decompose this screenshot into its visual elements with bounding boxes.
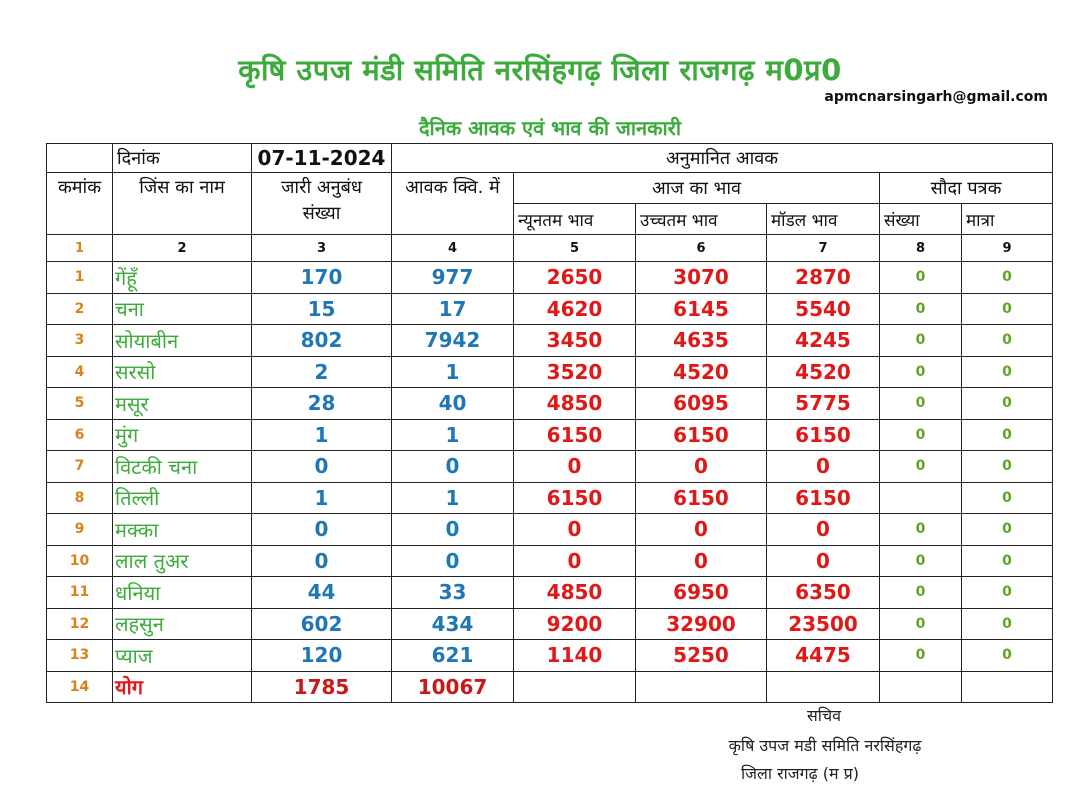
- commodity-name: विटकी चना: [113, 451, 252, 483]
- min-rate-value: 1140: [514, 640, 636, 672]
- total-row: [47, 671, 1053, 703]
- column-number: 9: [962, 235, 1053, 262]
- serial-cell: 10: [47, 545, 113, 577]
- empty-cell: [880, 671, 962, 703]
- total-arrival: 10067: [392, 671, 514, 703]
- arrival-value: 17: [392, 293, 514, 325]
- deal-count-value: 0: [880, 262, 962, 294]
- contracts-value: 0: [252, 514, 392, 546]
- empty-cell: [47, 144, 113, 173]
- arrival-header: आवक क्वि. में: [392, 173, 514, 235]
- arrival-value: 977: [392, 262, 514, 294]
- max-rate-value: 6145: [636, 293, 767, 325]
- modal-rate-value: 0: [767, 514, 880, 546]
- commodity-name: सोयाबीन: [113, 325, 252, 357]
- serial-cell: 2: [47, 293, 113, 325]
- deal-quantity-value: 0: [962, 640, 1053, 672]
- max-rate-value: 4520: [636, 356, 767, 388]
- serial-cell: 4: [47, 356, 113, 388]
- contracts-value: 802: [252, 325, 392, 357]
- contracts-value: 2: [252, 356, 392, 388]
- empty-cell: [962, 671, 1053, 703]
- column-number: 5: [514, 235, 636, 262]
- serial-cell: 3: [47, 325, 113, 357]
- total-label: योग: [113, 671, 252, 703]
- modal-rate-header: मॉडल भाव: [767, 204, 880, 235]
- count-header: संख्या: [880, 204, 962, 235]
- contracts-value: 28: [252, 388, 392, 420]
- contracts-value: 602: [252, 608, 392, 640]
- modal-rate-value: 4475: [767, 640, 880, 672]
- contracts-value: 44: [252, 577, 392, 609]
- column-number-row: [47, 235, 1053, 262]
- serial-cell: 5: [47, 388, 113, 420]
- min-rate-value: 6150: [514, 482, 636, 514]
- serial-cell: 8: [47, 482, 113, 514]
- contracts-value: 15: [252, 293, 392, 325]
- min-rate-header: न्यूनतम भाव: [514, 204, 636, 235]
- min-rate-value: 0: [514, 451, 636, 483]
- deal-quantity-value: 0: [962, 451, 1053, 483]
- deal-slip-header: सौदा पत्रक: [880, 173, 1053, 204]
- contracts-value: 170: [252, 262, 392, 294]
- max-rate-value: 3070: [636, 262, 767, 294]
- max-rate-value: 6150: [636, 482, 767, 514]
- deal-count-value: 0: [880, 545, 962, 577]
- empty-cell: [514, 671, 636, 703]
- column-number: 2: [113, 235, 252, 262]
- serial-cell: 7: [47, 451, 113, 483]
- commodity-header: जिंस का नाम: [113, 173, 252, 235]
- arrival-value: 7942: [392, 325, 514, 357]
- contracts-value: 1: [252, 419, 392, 451]
- deal-count-value: [880, 482, 962, 514]
- modal-rate-value: 5540: [767, 293, 880, 325]
- serial-cell: 13: [47, 640, 113, 672]
- table-row: [47, 514, 1053, 546]
- min-rate-value: 0: [514, 514, 636, 546]
- rates-table: [46, 143, 1053, 703]
- arrival-value: 0: [392, 451, 514, 483]
- min-rate-value: 9200: [514, 608, 636, 640]
- deal-count-value: 0: [880, 293, 962, 325]
- page-title: कृषि उपज मंडी समिति नरसिंहगढ़ जिला राजगढ़ म0प्र0: [238, 53, 842, 87]
- commodity-name: लहसुन: [113, 608, 252, 640]
- modal-rate-value: 0: [767, 545, 880, 577]
- deal-quantity-value: 0: [962, 388, 1053, 420]
- modal-rate-value: 2870: [767, 262, 880, 294]
- min-rate-value: 6150: [514, 419, 636, 451]
- deal-count-value: 0: [880, 419, 962, 451]
- min-rate-value: 4620: [514, 293, 636, 325]
- min-rate-value: 4850: [514, 388, 636, 420]
- arrival-value: 40: [392, 388, 514, 420]
- column-number: 3: [252, 235, 392, 262]
- table-row: [47, 451, 1053, 483]
- column-number: 8: [880, 235, 962, 262]
- quantity-header: मात्रा: [962, 204, 1053, 235]
- deal-count-value: 0: [880, 608, 962, 640]
- table-row: [47, 356, 1053, 388]
- contracts-value: 0: [252, 451, 392, 483]
- max-rate-value: 0: [636, 451, 767, 483]
- table-row: [47, 577, 1053, 609]
- total-serial: 14: [47, 671, 113, 703]
- table-row: [47, 325, 1053, 357]
- min-rate-value: 4850: [514, 577, 636, 609]
- deal-count-value: 0: [880, 514, 962, 546]
- max-rate-value: 32900: [636, 608, 767, 640]
- deal-quantity-value: 0: [962, 608, 1053, 640]
- date-value: 07-11-2024: [252, 144, 392, 173]
- table-row: [47, 388, 1053, 420]
- arrival-value: 0: [392, 545, 514, 577]
- table-row: [47, 640, 1053, 672]
- min-rate-value: 3520: [514, 356, 636, 388]
- max-rate-value: 5250: [636, 640, 767, 672]
- max-rate-header: उच्चतम भाव: [636, 204, 767, 235]
- serial-cell: 11: [47, 577, 113, 609]
- deal-quantity-value: 0: [962, 419, 1053, 451]
- arrival-value: 434: [392, 608, 514, 640]
- table-row: [47, 419, 1053, 451]
- todays-rate-header: आज का भाव: [514, 173, 880, 204]
- contracts-header: [252, 173, 392, 235]
- min-rate-value: 2650: [514, 262, 636, 294]
- signature-line1: कृषि उपज मडी समिति नरसिंहगढ़: [728, 736, 922, 755]
- modal-rate-value: 5775: [767, 388, 880, 420]
- arrival-value: 33: [392, 577, 514, 609]
- modal-rate-value: 6350: [767, 577, 880, 609]
- commodity-name: मसूर: [113, 388, 252, 420]
- max-rate-value: 4635: [636, 325, 767, 357]
- page-subtitle: दैनिक आवक एवं भाव की जानकारी: [418, 116, 682, 140]
- empty-cell: [636, 671, 767, 703]
- modal-rate-value: 23500: [767, 608, 880, 640]
- deal-quantity-value: 0: [962, 356, 1053, 388]
- serial-cell: 9: [47, 514, 113, 546]
- commodity-name: सरसो: [113, 356, 252, 388]
- arrival-value: 621: [392, 640, 514, 672]
- signature-line2: जिला राजगढ़ (म प्र): [741, 764, 859, 783]
- modal-rate-value: 4245: [767, 325, 880, 357]
- commodity-name: गेंहूँ: [113, 262, 252, 294]
- table-row: [47, 608, 1053, 640]
- modal-rate-value: 6150: [767, 482, 880, 514]
- deal-quantity-value: 0: [962, 262, 1053, 294]
- modal-rate-value: 0: [767, 451, 880, 483]
- deal-count-value: 0: [880, 640, 962, 672]
- max-rate-value: 0: [636, 545, 767, 577]
- deal-quantity-value: 0: [962, 293, 1053, 325]
- min-rate-value: 0: [514, 545, 636, 577]
- contracts-value: 1: [252, 482, 392, 514]
- deal-count-value: 0: [880, 451, 962, 483]
- deal-quantity-value: 0: [962, 482, 1053, 514]
- estimated-arrival-header: अनुमानित आवक: [392, 144, 1053, 173]
- commodity-name: प्याज: [113, 640, 252, 672]
- serial-cell: 1: [47, 262, 113, 294]
- total-contracts: 1785: [252, 671, 392, 703]
- commodity-name: धनिया: [113, 577, 252, 609]
- deal-quantity-value: 0: [962, 325, 1053, 357]
- arrival-value: 0: [392, 514, 514, 546]
- column-number: 7: [767, 235, 880, 262]
- contracts-header-line2: संख्या: [302, 203, 341, 224]
- deal-count-value: 0: [880, 325, 962, 357]
- contracts-value: 120: [252, 640, 392, 672]
- min-rate-value: 3450: [514, 325, 636, 357]
- arrival-value: 1: [392, 356, 514, 388]
- commodity-name: तिल्ली: [113, 482, 252, 514]
- commodity-name: मक्का: [113, 514, 252, 546]
- serial-header: कमांक: [47, 173, 113, 235]
- column-number: 1: [47, 235, 113, 262]
- deal-quantity-value: 0: [962, 514, 1053, 546]
- arrival-value: 1: [392, 419, 514, 451]
- column-number: 6: [636, 235, 767, 262]
- max-rate-value: 6095: [636, 388, 767, 420]
- commodity-name: चना: [113, 293, 252, 325]
- contracts-header-line1: जारी अनुबंध: [281, 177, 362, 198]
- contracts-value: 0: [252, 545, 392, 577]
- deal-count-value: 0: [880, 388, 962, 420]
- deal-quantity-value: 0: [962, 577, 1053, 609]
- modal-rate-value: 4520: [767, 356, 880, 388]
- table-row: [47, 293, 1053, 325]
- signature-designation: सचिव: [806, 706, 842, 725]
- serial-cell: 12: [47, 608, 113, 640]
- table-row: [47, 545, 1053, 577]
- modal-rate-value: 6150: [767, 419, 880, 451]
- commodity-name: मुंग: [113, 419, 252, 451]
- deal-quantity-value: 0: [962, 545, 1053, 577]
- commodity-name: लाल तुअर: [113, 545, 252, 577]
- arrival-value: 1: [392, 482, 514, 514]
- column-number: 4: [392, 235, 514, 262]
- serial-cell: 6: [47, 419, 113, 451]
- table-row: [47, 262, 1053, 294]
- deal-count-value: 0: [880, 356, 962, 388]
- table-row: [47, 482, 1053, 514]
- max-rate-value: 6150: [636, 419, 767, 451]
- date-label: दिनांक: [113, 144, 252, 173]
- max-rate-value: 6950: [636, 577, 767, 609]
- deal-count-value: 0: [880, 577, 962, 609]
- max-rate-value: 0: [636, 514, 767, 546]
- empty-cell: [767, 671, 880, 703]
- email-address[interactable]: apmcnarsingarh@gmail.com: [824, 89, 1048, 105]
